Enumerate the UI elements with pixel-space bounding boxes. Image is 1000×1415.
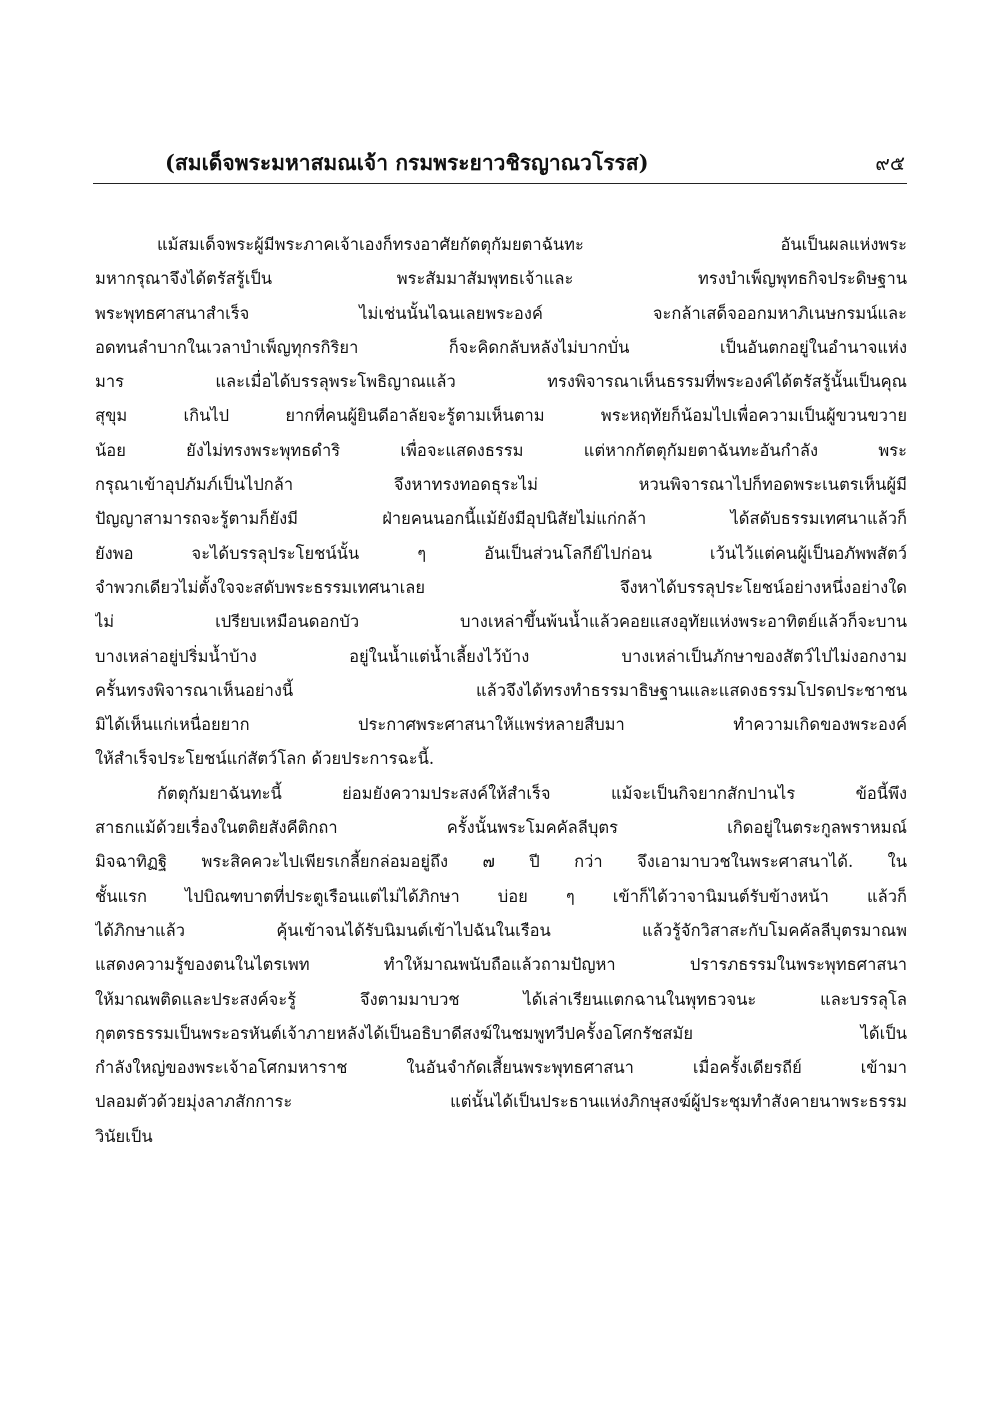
text-line: มิได้เห็นแก่เหนื่อยยาก ประกาศพระศาสนาให้แพร่หลายสืบมา ทำความเกิดของพระองค์: [95, 715, 907, 735]
text-line: สุขุม เกินไป ยากที่คนผู้ยินดีอาลัยจะรู้ตามเห็นตาม พระหฤทัยก็น้อมไปเพื่อความเป็นผู้ขวนขวาย: [95, 406, 907, 426]
text-line: ให้มาณพติดและประสงค์จะรู้ จึงตามมาบวช ได้เล่าเรียนแตกฉานในพุทธวจนะ และบรรลุโล: [95, 989, 907, 1009]
text-line: วินัยเป็น: [95, 1126, 153, 1146]
text-line: ปลอมตัวด้วยมุ่งลาภสักการะ แต่นั้นได้เป็นประธานแห่งภิกษุสงฆ์ผู้ประชุมทำสังคายนาพระธรรม: [95, 1092, 907, 1112]
text-line: แสดงความรู้ของตนในไตรเพท ทำให้มาณพนับถือแล้วถามปัญหา ปรารภธรรมในพระพุทธศาสนา: [95, 955, 907, 975]
text-line: พระพุทธศาสนาสำเร็จ ไม่เช่นนั้นไฉนเลยพระองค์ จะกล้าเสด็จออกมหาภิเนษกรมน์และ: [95, 303, 907, 323]
text-line: กุตตรธรรมเป็นพระอรหันต์เจ้าภายหลังได้เป็นอธิบาดีสงฆ์ในชมพูทวีปครั้งอโศกรัชสมัย ได้เป็น: [95, 1023, 907, 1043]
text-line: ปัญญาสามารถจะรู้ตามก็ยังมี ฝ่ายคนนอกนี้แม้ยังมีอุปนิสัยไม่แก่กล้า ได้สดับธรรมเทศนาแล้วก็: [95, 509, 907, 529]
page-number: ๙๕: [875, 151, 905, 175]
body-text: [95, 228, 907, 1154]
text-line: จำพวกเดียวไม่ตั้งใจจะสดับพระธรรมเทศนาเลย จึงหาได้บรรลุประโยชน์อย่างหนึ่งอย่างใด: [95, 577, 907, 597]
header-divider: [93, 183, 907, 184]
text-line: อดทนลำบากในเวลาบำเพ็ญทุกรกิริยา ก็จะคิดกลับหลังไม่บากบั่น เป็นอันตกอยู่ในอำนาจแห่ง: [95, 337, 907, 357]
text-line: กรุณาเข้าอุปภัมภ์เป็นไปกล้า จึงหาทรงทอดธุระไม่ หวนพิจารณาไปก็ทอดพระเนตรเห็นผู้มี: [95, 475, 907, 495]
text-line: น้อย ยังไม่ทรงพระพุทธดำริ เพื่อจะแสดงธรรม แต่หากกัตตุกัมยตาฉันทะอันกำลัง พระ: [95, 440, 907, 460]
text-line: ไม่ เปรียบเหมือนดอกบัว บางเหล่าขึ้นพ้นน้ำแล้วคอยแสงอุทัยแห่งพระอาทิตย์แล้วก็จะบาน: [95, 612, 907, 632]
running-header: [95, 148, 905, 182]
text-line: ได้ภิกษาแล้ว คุ้นเข้าจนได้รับนิมนต์เข้าไปฉันในเรือน แล้วรู้จักวิสาสะกับโมคคัลลีบุตรมาณพ: [95, 920, 907, 940]
header-title: (สมเด็จพระมหาสมณเจ้า กรมพระยาวชิรญาณวโรรส): [165, 150, 649, 175]
text-line: มหากรุณาจึงได้ตรัสรู้เป็น พระสัมมาสัมพุทธเจ้าและ ทรงบำเพ็ญพุทธกิจประดิษฐาน: [95, 269, 907, 289]
text-line: แม้สมเด็จพระผู้มีพระภาคเจ้าเองก็ทรงอาศัยกัตตุกัมยตาฉันทะ อันเป็นผลแห่งพระ: [157, 235, 907, 254]
text-line: มิจฉาทิฏฐิ พระสิคควะไปเพียรเกลี้ยกล่อมอยู่ถึง ๗ ปี กว่า จึงเอามาบวชในพระศาสนาได้. ใน: [95, 852, 907, 872]
text-line: ชั้นแรก ไปบิณฑบาตที่ประตูเรือนแต่ไม่ได้ภิกษา บ่อย ๆ เข้าก็ได้วาจานิมนต์รับข้างหน้า แล้วก็: [95, 886, 907, 906]
text-line: ให้สำเร็จประโยชน์แก่สัตว์โลก ด้วยประการฉะนี้.: [95, 749, 435, 769]
text-line: บางเหล่าอยู่ปริ่มน้ำบ้าง อยู่ในน้ำแต่น้ำเลี้ยงไว้บ้าง บางเหล่าเป็นภักษาของสัตว์ไปไม่งอกงาม: [95, 646, 907, 666]
text-line: ครั้นทรงพิจารณาเห็นอย่างนี้ แล้วจึงได้ทรงทำธรรมาธิษฐานและแสดงธรรมโปรดประชาชน: [95, 680, 907, 700]
text-line: กัตตุกัมยาฉันทะนี้ ย่อมยังความประสงค์ให้สำเร็จ แม้จะเป็นกิจยากสักปานไร ข้อนี้พึง: [157, 783, 907, 803]
text-line: กำลังใหญ่ของพระเจ้าอโศกมหาราช ในอันจำกัดเสี้ยนพระพุทธศาสนา เมื่อครั้งเดียรถีย์ เข้ามา: [95, 1058, 907, 1078]
text-line: มาร และเมื่อได้บรรลุพระโพธิญาณแล้ว ทรงพิจารณาเห็นธรรมที่พระองค์ได้ตรัสรู้นั้นเป็นคุณ: [95, 372, 907, 392]
text-line: ยังพอ จะได้บรรลุประโยชน์นั้น ๆ อันเป็นส่วนโลกีย์ไปก่อน เว้นไว้แต่คนผู้เป็นอภัพพสัตว์: [95, 543, 907, 563]
text-line: สาธกแม้ด้วยเรื่องในตติยสังคีติกถา ครั้งนั้นพระโมคคัลลีบุตร เกิดอยู่ในตระกูลพราหมณ์: [95, 818, 907, 838]
